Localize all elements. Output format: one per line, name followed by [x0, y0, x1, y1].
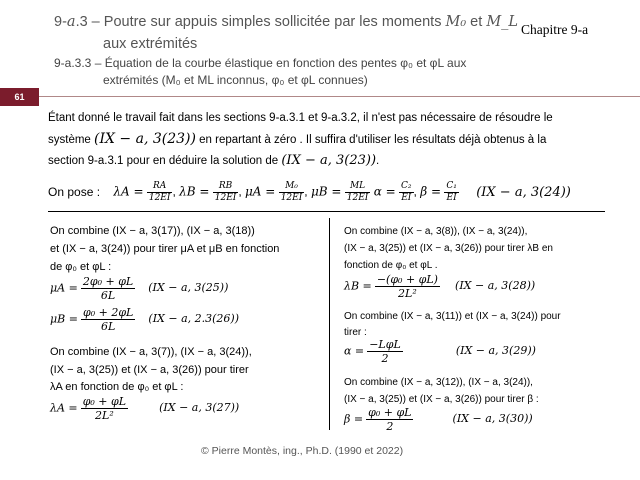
slide-title-line1: 9-a.3 – Poutre sur appuis simples sollicitée par les moments M₀ et M_L [54, 14, 519, 30]
left-combine1-line2: et (IX − a, 3(24)) pour tirer μA et μB en fonction [50, 243, 280, 255]
right-combine2-line1: On combine (IX − a, 3(11)) et (IX − a, 3(24)) pour [344, 311, 561, 322]
left-combine2-line2: (IX − a, 3(25)) et (IX − a, 3(26)) pour tirer [50, 364, 249, 376]
right-combine3-line2: (IX − a, 3(25)) et (IX − a, 3(26)) pour tirer β : [344, 394, 539, 405]
page-number-badge: 61 [0, 88, 39, 106]
right-combine3-line1: On combine (IX − a, 3(12)), (IX − a, 3(24)), [344, 377, 533, 388]
eq-alpha: α = $\frac{\text{−LφL}}{2}$ (IX − a, 3(29)) [344, 338, 536, 365]
right-combine1-line3: fonction de φ₀ et φL . [344, 260, 438, 271]
title-ML: M_L [486, 14, 519, 30]
ref-IX-a-3-23: (IX − a, 3(23)) [94, 131, 196, 147]
section-subtitle-line1: 9-a.3.3 – Équation de la courbe élastique en fonction des pentes φ₀ et φL aux [54, 56, 467, 70]
left-combine1-line1: On combine (IX − a, 3(17)), (IX − a, 3(18)) [50, 225, 255, 237]
right-combine2-line2: tirer : [344, 327, 367, 338]
title-M0: M₀ [445, 14, 467, 30]
on-pose-line: On pose : λA = $\frac{RA}{12EI}$ , λB = $\frac{RB}{12EI}$ , μA = $\frac{\text{M₀}}{12EI}$ , μB = $\frac{ML}{12EI}$ α = $\frac{\text{C₂}}{EI}$ , β = $\frac{\text{C₁}}{EI}$ (IX − a, 3(24)) [48, 181, 571, 203]
left-combine2-line3: λA en fonction de φ₀ et φL : [50, 381, 184, 393]
right-combine1-line1: On combine (IX − a, 3(8)), (IX − a, 3(24)), [344, 226, 528, 237]
slide-title-line2: aux extrémités [103, 36, 198, 52]
intro-line1: Étant donné le travail fait dans les sections 9-a.3.1 et 9-a.3.2, il n'est pas nécessaire de résoudre le [48, 112, 553, 124]
on-pose-label: On pose : [48, 184, 101, 199]
horizontal-divider [48, 211, 605, 212]
eq-lambdaB: λB = $\frac{\text{−(φ₀ + φL)}}{\text{2L²}}$ (IX − a, 3(28)) [344, 273, 536, 300]
intro-line2: système (IX − a, 3(23)) en repartant à zéro . Il suffira d'utiliser les résultats déjà obtenus à la [48, 131, 547, 147]
eq-muA: μA = $\frac{\text{2φ₀ + φL}}{6L}$ (IX − a, 3(25)) [50, 275, 229, 302]
intro-line3: section 9-a.3.1 pour en déduire la solution de (IX − a, 3(23)). [48, 153, 380, 168]
section-subtitle-line2: extrémités (M₀ et ML inconnus, φ₀ et φL connues) [103, 73, 368, 87]
ref-IX-a-3-24: (IX − a, 3(24)) [476, 184, 571, 200]
vertical-divider [329, 218, 330, 430]
chapter-label: Chapitre 9-a [521, 22, 589, 37]
eq-muB: μB = $\frac{\text{φ₀ + 2φL}}{6L}$ (IX − a, 2.3(26)) [50, 306, 240, 333]
eq-beta: β = $\frac{\text{φ₀ + φL}}{2}$ (IX − a, 3(30)) [344, 406, 533, 433]
ref-IX-a-3-23-b: (IX − a, 3(23)) [281, 153, 377, 168]
right-combine1-line2: (IX − a, 3(25)) et (IX − a, 3(26)) pour tirer λB en [344, 243, 553, 254]
eq-lambdaA: λA = $\frac{\text{φ₀ + φL}}{\text{2L²}}$ (IX − a, 3(27)) [50, 395, 240, 422]
copyright-footer: © Pierre Montès, ing., Ph.D. (1990 et 2022) [201, 445, 404, 457]
header-rule [39, 96, 640, 97]
left-combine2-line1: On combine (IX − a, 3(7)), (IX − a, 3(24)), [50, 346, 252, 358]
left-combine1-line3: de φ₀ et φL : [50, 261, 112, 273]
